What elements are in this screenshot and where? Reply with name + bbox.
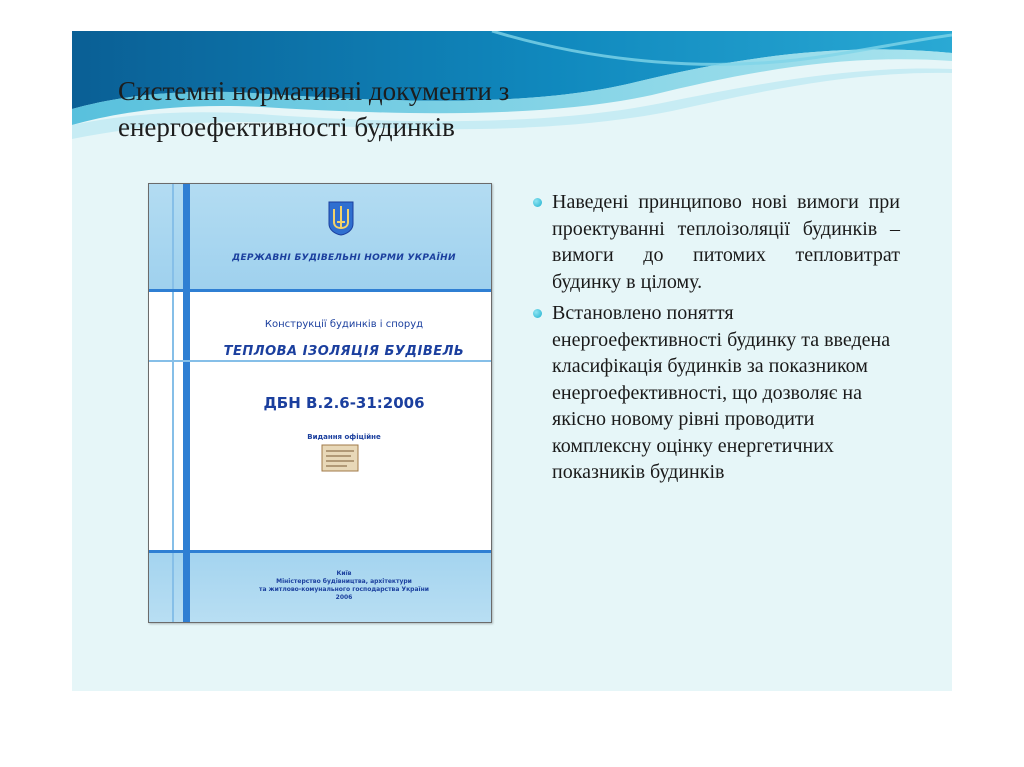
trident-icon	[327, 200, 355, 236]
cover-publisher-line1: Міністерство будівництва, архітектури	[276, 578, 412, 585]
cover-series-title: ДЕРЖАВНІ БУДІВЕЛЬНІ НОРМИ УКРАЇНИ	[232, 253, 456, 263]
cover-rule-bottom	[149, 550, 491, 553]
cover-top-band	[149, 184, 491, 289]
cover-edition-label: Видання офіційне	[307, 433, 381, 441]
cover-subtitle: Конструкції будинків і споруд	[264, 319, 424, 330]
bullet-text: Наведені принципово нові вимоги при проектуванні теплоізоляції будинків – вимоги до питомих тепловитрат будинку в цілому.	[552, 191, 900, 293]
cover-left-thin-rule	[172, 184, 174, 622]
cover-document-name: ТЕПЛОВА ІЗОЛЯЦІЯ БУДІВЕЛЬ	[223, 344, 465, 359]
cover-publisher-city: Київ	[336, 570, 352, 577]
bullet-icon	[533, 309, 542, 318]
stamp-icon	[321, 444, 359, 472]
slide	[72, 31, 952, 691]
list-item	[532, 300, 900, 486]
list-item	[532, 189, 900, 295]
bullet-text: Встановлено поняття енергоефективності будинку та введена класифікація будинків за показником енергоефективності, що дозволяє на якісно новому рівні проводити комплексну оцінку енергетичних показників будинків	[552, 302, 891, 483]
cover-publisher	[209, 570, 479, 602]
bullet-list	[532, 189, 900, 491]
cover-document-code: ДБН В.2.6-31:2006	[263, 394, 425, 412]
cover-year: 2006	[335, 594, 353, 601]
cover-left-rule	[183, 184, 190, 622]
bullet-icon	[533, 198, 542, 207]
cover-rule-middle	[149, 360, 491, 362]
slide-title: Системні нормативні документи з енергоефективності будинків	[118, 76, 510, 142]
cover-publisher-line2: та житлово-комунального господарства України	[259, 586, 429, 593]
cover-rule-top	[149, 289, 491, 292]
document-cover-image	[148, 183, 492, 623]
